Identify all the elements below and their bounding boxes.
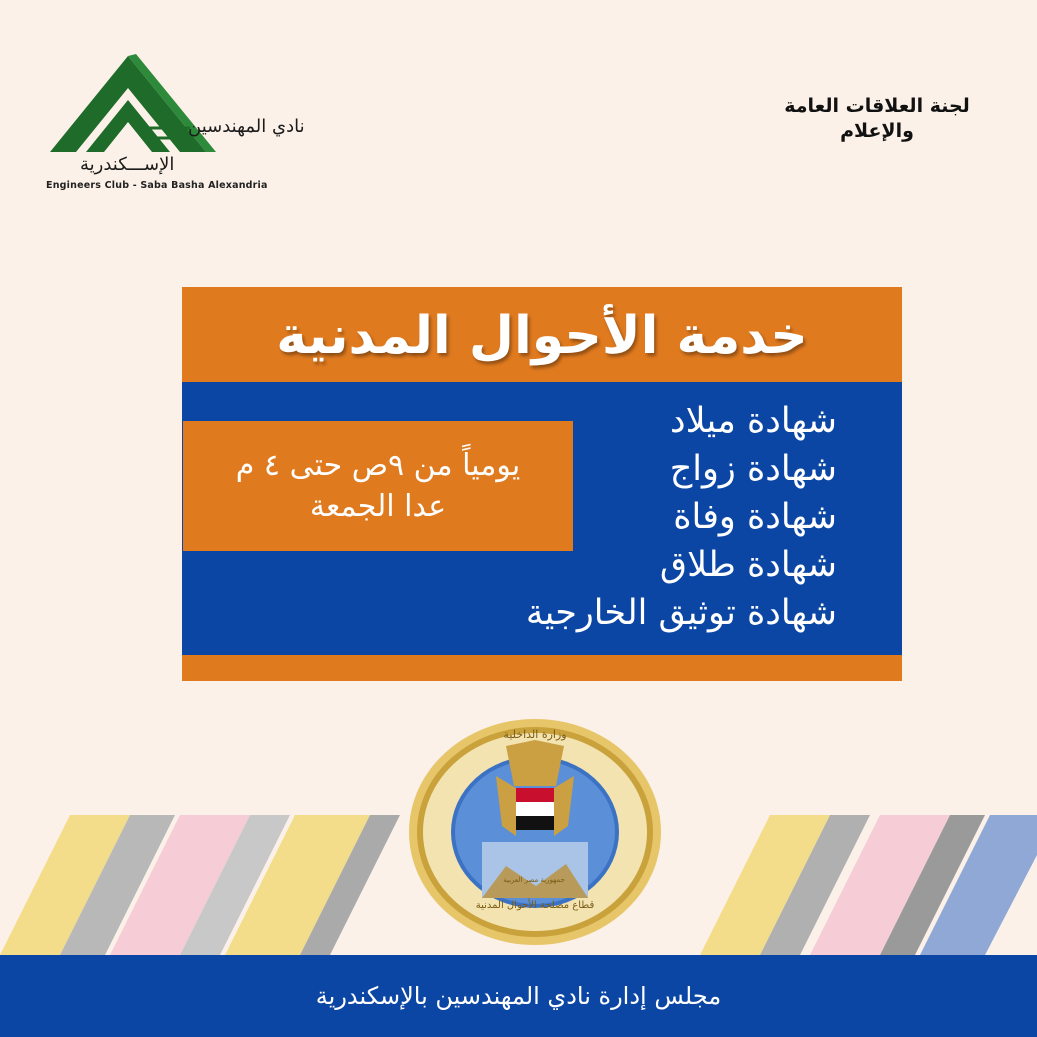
footer-text: مجلس إدارة نادي المهندسين بالإسكندرية xyxy=(315,982,722,1010)
committee-line-1: لجنة العلاقات العامة xyxy=(784,95,970,117)
logo-arabic-city: الإســـكندرية xyxy=(80,154,175,175)
service-item: شهادة زواج xyxy=(669,449,837,489)
seal-top-text: وزارة الداخلية xyxy=(503,728,567,741)
seal-bottom-text: قطاع مصلحة الأحوال المدنية xyxy=(475,900,595,911)
panel-title: خدمة الأحوال المدنية xyxy=(276,306,808,366)
service-item: شهادة توثيق الخارجية xyxy=(525,593,837,633)
committee-line-2: والإعلام xyxy=(840,120,914,142)
logo-arabic-name: نادي المهندسين xyxy=(188,116,305,137)
seal-inner-text: جمهورية مصر العربية xyxy=(503,876,565,884)
hours-line-2: عدا الجمعة xyxy=(309,489,447,524)
logo-english-name: Engineers Club - Saba Basha Alexandria xyxy=(46,180,268,191)
service-item: شهادة وفاة xyxy=(673,497,837,537)
services-list xyxy=(397,397,837,637)
hours-line-1: يومياً من ٩ص حتى ٤ م xyxy=(235,448,521,483)
civil-status-seal xyxy=(406,716,664,948)
service-item: شهادة ميلاد xyxy=(670,401,837,441)
committee-label xyxy=(757,94,997,144)
service-item: شهادة طلاق xyxy=(659,545,837,585)
